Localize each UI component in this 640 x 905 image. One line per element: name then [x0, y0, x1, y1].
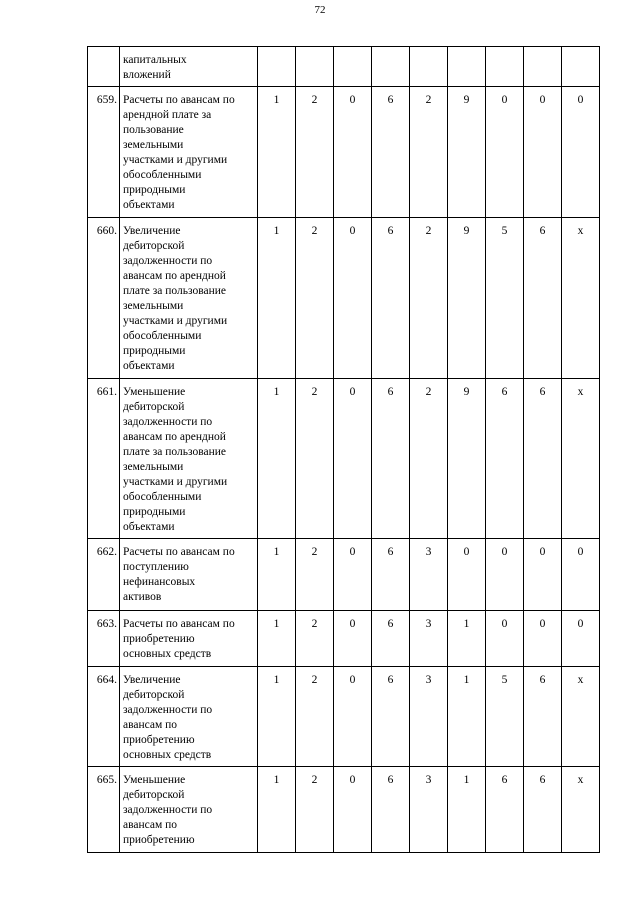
- description-line: участками и другими: [123, 315, 228, 327]
- description-line: капитальных: [123, 54, 187, 66]
- table-row: [88, 767, 600, 853]
- code-digit-5: 2: [410, 218, 448, 379]
- code-digit-7: [486, 47, 524, 87]
- account-codes-table-body: [88, 47, 600, 853]
- row-number: 659.: [88, 87, 120, 218]
- account-description: [120, 87, 258, 218]
- code-digit-4: 6: [372, 611, 410, 667]
- description-line: участками и другими: [123, 154, 228, 166]
- row-number: 660.: [88, 218, 120, 379]
- description-line: задолженности по: [123, 704, 213, 716]
- code-digit-7: 6: [486, 767, 524, 853]
- code-digit-6: 9: [448, 87, 486, 218]
- code-digit-4: 6: [372, 767, 410, 853]
- code-digit-9: x: [562, 767, 600, 853]
- code-digit-4: 6: [372, 379, 410, 539]
- code-digit-5: 2: [410, 87, 448, 218]
- code-digit-1: 1: [258, 767, 296, 853]
- description-line: арендной плате за: [123, 109, 212, 121]
- code-digit-6: 9: [448, 218, 486, 379]
- code-digit-9: [562, 47, 600, 87]
- code-digit-5: 3: [410, 539, 448, 611]
- description-line: Расчеты по авансам по: [123, 618, 235, 630]
- description-line: приобретению: [123, 734, 195, 746]
- description-line: авансам по арендной: [123, 270, 226, 282]
- code-digit-9: 0: [562, 611, 600, 667]
- description-line: Уменьшение: [123, 774, 186, 786]
- code-digit-7: 0: [486, 611, 524, 667]
- code-digit-7: 5: [486, 667, 524, 767]
- description-line: авансам по арендной: [123, 431, 226, 443]
- description-line: природными: [123, 506, 186, 518]
- code-digit-1: 1: [258, 611, 296, 667]
- description-line: нефинансовых: [123, 576, 196, 588]
- code-digit-8: 6: [524, 218, 562, 379]
- code-digit-3: 0: [334, 87, 372, 218]
- table-row: [88, 539, 600, 611]
- code-digit-2: 2: [296, 218, 334, 379]
- account-description: [120, 218, 258, 379]
- description-line: природными: [123, 345, 186, 357]
- table-row: [88, 87, 600, 218]
- description-line: плате за пользование: [123, 446, 226, 458]
- description-line: дебиторской: [123, 789, 185, 801]
- code-digit-2: 2: [296, 87, 334, 218]
- code-digit-3: 0: [334, 611, 372, 667]
- description-line: поступлению: [123, 561, 189, 573]
- description-line: плате за пользование: [123, 285, 226, 297]
- table-row: [88, 611, 600, 667]
- code-digit-8: 0: [524, 539, 562, 611]
- code-digit-9: 0: [562, 539, 600, 611]
- code-digit-1: 1: [258, 667, 296, 767]
- description-line: Уменьшение: [123, 386, 186, 398]
- code-digit-3: 0: [334, 767, 372, 853]
- code-digit-7: 6: [486, 379, 524, 539]
- description-line: природными: [123, 184, 186, 196]
- description-line: авансам по: [123, 719, 178, 731]
- description-line: дебиторской: [123, 401, 185, 413]
- description-line: пользование: [123, 124, 184, 136]
- code-digit-6: 1: [448, 611, 486, 667]
- description-line: задолженности по: [123, 804, 213, 816]
- row-number: 663.: [88, 611, 120, 667]
- code-digit-2: 2: [296, 379, 334, 539]
- table-row: [88, 47, 600, 87]
- description-line: задолженности по: [123, 416, 213, 428]
- code-digit-1: [258, 47, 296, 87]
- code-digit-6: 0: [448, 539, 486, 611]
- description-line: основных средств: [123, 749, 212, 761]
- code-digit-8: 6: [524, 379, 562, 539]
- table-row: [88, 667, 600, 767]
- description-line: обособленными: [123, 491, 202, 503]
- code-digit-2: 2: [296, 611, 334, 667]
- account-description: [120, 767, 258, 853]
- page-number: 72: [314, 4, 326, 16]
- code-digit-5: 3: [410, 667, 448, 767]
- description-line: вложений: [123, 69, 171, 81]
- description-line: Расчеты по авансам по: [123, 94, 235, 106]
- account-description: [120, 667, 258, 767]
- description-line: активов: [123, 591, 162, 603]
- table-row: [88, 379, 600, 539]
- row-number: 661.: [88, 379, 120, 539]
- description-line: земельными: [123, 300, 184, 312]
- code-digit-3: 0: [334, 379, 372, 539]
- code-digit-1: 1: [258, 379, 296, 539]
- table-row: [88, 218, 600, 379]
- description-line: земельными: [123, 139, 184, 151]
- account-description: [120, 379, 258, 539]
- description-line: задолженности по: [123, 255, 213, 267]
- code-digit-7: 0: [486, 87, 524, 218]
- description-line: участками и другими: [123, 476, 228, 488]
- code-digit-5: 3: [410, 611, 448, 667]
- account-description: [120, 611, 258, 667]
- description-line: приобретению: [123, 834, 195, 846]
- description-line: Увеличение: [123, 674, 181, 686]
- code-digit-3: 0: [334, 218, 372, 379]
- code-digit-6: 1: [448, 767, 486, 853]
- code-digit-6: 9: [448, 379, 486, 539]
- code-digit-7: 0: [486, 539, 524, 611]
- code-digit-4: [372, 47, 410, 87]
- code-digit-5: [410, 47, 448, 87]
- code-digit-6: 1: [448, 667, 486, 767]
- account-description: [120, 47, 258, 87]
- description-line: объектами: [123, 521, 175, 533]
- description-line: земельными: [123, 461, 184, 473]
- code-digit-7: 5: [486, 218, 524, 379]
- code-digit-2: 2: [296, 767, 334, 853]
- description-line: обособленными: [123, 330, 202, 342]
- description-line: обособленными: [123, 169, 202, 181]
- code-digit-1: 1: [258, 218, 296, 379]
- code-digit-2: 2: [296, 539, 334, 611]
- code-digit-8: 0: [524, 87, 562, 218]
- code-digit-9: x: [562, 379, 600, 539]
- description-line: основных средств: [123, 648, 212, 660]
- description-line: приобретению: [123, 633, 195, 645]
- code-digit-8: 6: [524, 667, 562, 767]
- code-digit-5: 3: [410, 767, 448, 853]
- description-line: авансам по: [123, 819, 178, 831]
- code-digit-6: [448, 47, 486, 87]
- code-digit-3: [334, 47, 372, 87]
- code-digit-9: 0: [562, 87, 600, 218]
- code-digit-5: 2: [410, 379, 448, 539]
- code-digit-3: 0: [334, 667, 372, 767]
- description-line: объектами: [123, 360, 175, 372]
- account-codes-table: [87, 46, 600, 853]
- code-digit-4: 6: [372, 218, 410, 379]
- row-number: [88, 47, 120, 87]
- row-number: 662.: [88, 539, 120, 611]
- code-digit-8: [524, 47, 562, 87]
- code-digit-4: 6: [372, 87, 410, 218]
- description-line: дебиторской: [123, 689, 185, 701]
- description-line: объектами: [123, 199, 175, 211]
- code-digit-1: 1: [258, 87, 296, 218]
- code-digit-4: 6: [372, 539, 410, 611]
- row-number: 665.: [88, 767, 120, 853]
- code-digit-8: 0: [524, 611, 562, 667]
- description-line: Расчеты по авансам по: [123, 546, 235, 558]
- description-line: Увеличение: [123, 225, 181, 237]
- description-line: дебиторской: [123, 240, 185, 252]
- code-digit-2: [296, 47, 334, 87]
- code-digit-2: 2: [296, 667, 334, 767]
- code-digit-4: 6: [372, 667, 410, 767]
- code-digit-3: 0: [334, 539, 372, 611]
- account-description: [120, 539, 258, 611]
- code-digit-9: x: [562, 218, 600, 379]
- code-digit-1: 1: [258, 539, 296, 611]
- row-number: 664.: [88, 667, 120, 767]
- code-digit-8: 6: [524, 767, 562, 853]
- code-digit-9: x: [562, 667, 600, 767]
